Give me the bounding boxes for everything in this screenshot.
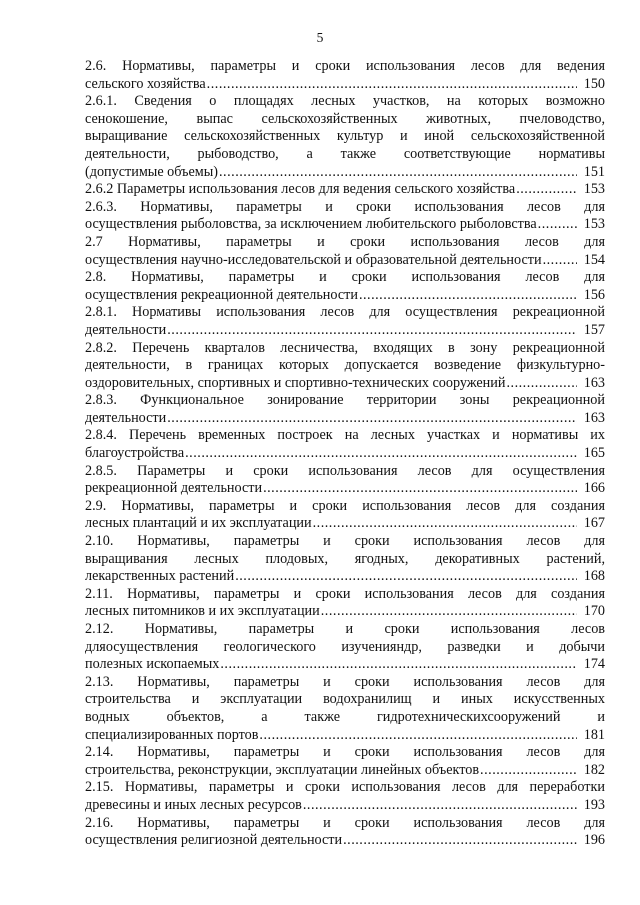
toc-entry-title: осуществления религиозной деятельности	[85, 832, 343, 849]
dot-leader	[219, 656, 577, 674]
toc-entry-line: 2.12. Нормативы, параметры и сроки использования лесов	[85, 621, 605, 637]
toc-entry-last-line	[85, 832, 605, 850]
toc-entry-line: строительства и эксплуатации водохранилищ и иных искусственных	[85, 691, 605, 708]
dot-leader	[312, 515, 577, 533]
toc-entry-title: лесных плантаций и их эксплуатации	[85, 515, 312, 532]
toc-entry-last-line	[85, 603, 605, 621]
toc-entry-line: 2.15. Нормативы, параметры и сроки использования лесов для переработки	[85, 779, 605, 796]
toc-page-number: 163	[583, 409, 605, 426]
toc-entry-title: лекарственных растений	[85, 568, 235, 585]
dot-leader	[479, 762, 577, 780]
toc-entry-last-line	[85, 727, 605, 745]
toc-entry-last-line	[85, 181, 605, 199]
toc-page-number: 165	[583, 445, 605, 462]
toc-entry[interactable]	[85, 586, 605, 621]
toc-entry-title: (допустимые объемы)	[85, 163, 218, 180]
toc-entry-line: 2.7 Нормативы, параметры и сроки использования лесов для	[85, 233, 605, 250]
toc-entry[interactable]	[85, 304, 605, 339]
toc-entry-line: дляосуществления геологического изученияндр, разведки и добычи	[85, 638, 605, 655]
toc-entry-title: осуществления рыболовства, за исключением любительского рыболовства	[85, 216, 537, 233]
toc-page-number: 151	[583, 163, 605, 180]
toc-entry[interactable]	[85, 779, 605, 814]
toc-entry-title: строительства, реконструкции, эксплуатации линейных объектов	[85, 761, 480, 778]
toc-entry[interactable]	[85, 199, 605, 234]
toc-entry-last-line	[85, 76, 605, 94]
toc-entry-line: 2.16. Нормативы, параметры и сроки использования лесов для	[85, 814, 605, 831]
toc-entry-line: 2.10. Нормативы, параметры и сроки использования лесов для	[85, 533, 605, 550]
toc-entry-title: деятельности	[85, 409, 167, 426]
toc-entry[interactable]	[85, 93, 605, 181]
table-of-contents	[85, 58, 605, 850]
toc-entry-line: 2.8.5. Параметры и сроки использования лесов для осуществления	[85, 462, 605, 479]
toc-entry-line: 2.6.1. Сведения о площадях лесных участков, на которых возможно	[85, 93, 605, 110]
dot-leader	[258, 727, 577, 745]
dot-leader	[184, 445, 577, 463]
dot-leader	[537, 216, 577, 234]
toc-page-number: 150	[583, 75, 605, 92]
toc-entry-line: 2.11. Нормативы, параметры и сроки использования лесов для создания	[85, 585, 605, 602]
toc-entry[interactable]	[85, 234, 605, 269]
toc-entry-last-line	[85, 797, 605, 815]
toc-page-number: 168	[583, 568, 605, 585]
toc-page-number: 156	[583, 286, 605, 303]
toc-entry-last-line	[85, 164, 605, 182]
toc-entry-line: водных объектов, а также гидротехническихсооружений и	[85, 708, 605, 725]
toc-page-number: 153	[583, 181, 605, 198]
toc-entry-last-line	[85, 656, 605, 674]
toc-page-number: 174	[583, 656, 605, 673]
toc-page-number: 166	[583, 480, 605, 497]
toc-entry[interactable]	[85, 533, 605, 586]
toc-page-number: 157	[583, 321, 605, 338]
toc-entry-title: лесных питомников и их эксплуатации	[85, 603, 320, 620]
toc-page-number: 154	[583, 251, 605, 268]
toc-entry-last-line	[85, 287, 605, 305]
toc-entry-line: 2.14. Нормативы, параметры и сроки использования лесов для	[85, 744, 605, 761]
toc-page-number: 167	[583, 515, 605, 532]
toc-page-number: 170	[583, 603, 605, 620]
toc-entry[interactable]	[85, 498, 605, 533]
toc-entry-last-line	[85, 515, 605, 533]
toc-entry[interactable]	[85, 815, 605, 850]
toc-entry-last-line	[85, 322, 605, 340]
toc-entry-title: рекреационной деятельности	[85, 480, 263, 497]
toc-entry-line: выращивание сельскохозяйственных культур и иной сельскохозяйственной	[85, 128, 605, 145]
toc-entry-line: 2.8.4. Перечень временных построек на лесных участках и нормативы их	[85, 427, 605, 444]
toc-entry-line: 2.8. Нормативы, параметры и сроки использования лесов для	[85, 269, 605, 286]
page-number: 5	[316, 30, 324, 45]
toc-entry-title: полезных ископаемых	[85, 656, 220, 673]
toc-entry-title: осуществления рекреационной деятельности	[85, 286, 358, 303]
toc-page-number: 196	[583, 832, 605, 849]
toc-entry-last-line	[85, 252, 605, 270]
toc-entry[interactable]	[85, 392, 605, 427]
dot-leader	[302, 797, 577, 815]
dot-leader	[262, 480, 577, 498]
dot-leader	[206, 76, 577, 94]
toc-entry-title: сельского хозяйства	[85, 75, 206, 92]
toc-entry-line: 2.8.1. Нормативы использования лесов для осуществления рекреационной	[85, 304, 605, 321]
dot-leader	[542, 252, 577, 270]
toc-entry-last-line	[85, 480, 605, 498]
toc-entry-last-line	[85, 375, 605, 393]
toc-entry-title: древесины и иных лесных ресурсов	[85, 796, 302, 813]
toc-entry-line: 2.6. Нормативы, параметры и сроки использования лесов для ведения	[85, 58, 605, 74]
toc-entry-line: 2.9. Нормативы, параметры и сроки использования лесов для создания	[85, 497, 605, 514]
toc-entry-title: 2.6.2 Параметры использования лесов для ведения сельского хозяйства	[85, 181, 516, 198]
toc-entry-line: выращивания лесных плодовых, ягодных, декоративных растений,	[85, 550, 605, 567]
toc-entry-last-line	[85, 216, 605, 234]
toc-entry-line: деятельности, в границах которых допускается возведение физкультурно-	[85, 357, 605, 374]
toc-page-number: 193	[583, 796, 605, 813]
toc-entry[interactable]	[85, 621, 605, 674]
toc-page-number: 181	[583, 726, 605, 743]
toc-entry-title: деятельности	[85, 321, 167, 338]
toc-entry-line: сенокошение, выпас сельскохозяйственных животных, пчеловодство,	[85, 110, 605, 127]
dot-leader	[505, 375, 577, 393]
dot-leader	[515, 181, 577, 199]
toc-entry-last-line	[85, 410, 605, 428]
dot-leader	[358, 287, 577, 305]
toc-entry[interactable]	[85, 181, 605, 199]
dot-leader	[166, 322, 577, 340]
toc-entry-title: благоустройства	[85, 445, 185, 462]
toc-page-number: 182	[583, 761, 605, 778]
toc-entry[interactable]	[85, 427, 605, 462]
toc-entry-line: деятельности, рыбоводство, а также соответствующие нормативы	[85, 145, 605, 162]
toc-entry-line: 2.8.2. Перечень кварталов лесничества, входящих в зону рекреационной	[85, 339, 605, 356]
toc-page-number: 153	[583, 216, 605, 233]
toc-entry-last-line	[85, 762, 605, 780]
toc-page-number: 163	[583, 374, 605, 391]
toc-entry-line: 2.13. Нормативы, параметры и сроки использования лесов для	[85, 673, 605, 690]
dot-leader	[166, 410, 577, 428]
toc-entry[interactable]	[85, 269, 605, 304]
dot-leader	[234, 568, 577, 586]
toc-entry[interactable]	[85, 744, 605, 779]
toc-entry[interactable]	[85, 674, 605, 744]
toc-entry-line: 2.6.3. Нормативы, параметры и сроки использования лесов для	[85, 198, 605, 215]
dot-leader	[218, 164, 577, 182]
toc-entry-line: 2.8.3. Функциональное зонирование территории зоны рекреационной	[85, 392, 605, 409]
dot-leader	[320, 603, 577, 621]
toc-entry[interactable]	[85, 340, 605, 393]
toc-entry-title: оздоровительных, спортивных и спортивно-технических сооружений	[85, 374, 506, 391]
toc-entry-last-line	[85, 568, 605, 586]
toc-entry-title: осуществления научно-исследовательской и образовательной деятельности	[85, 251, 542, 268]
toc-entry-last-line	[85, 445, 605, 463]
toc-entry[interactable]	[85, 463, 605, 498]
toc-entry[interactable]	[85, 58, 605, 93]
dot-leader	[342, 832, 577, 850]
toc-entry-title: специализированных портов	[85, 726, 259, 743]
